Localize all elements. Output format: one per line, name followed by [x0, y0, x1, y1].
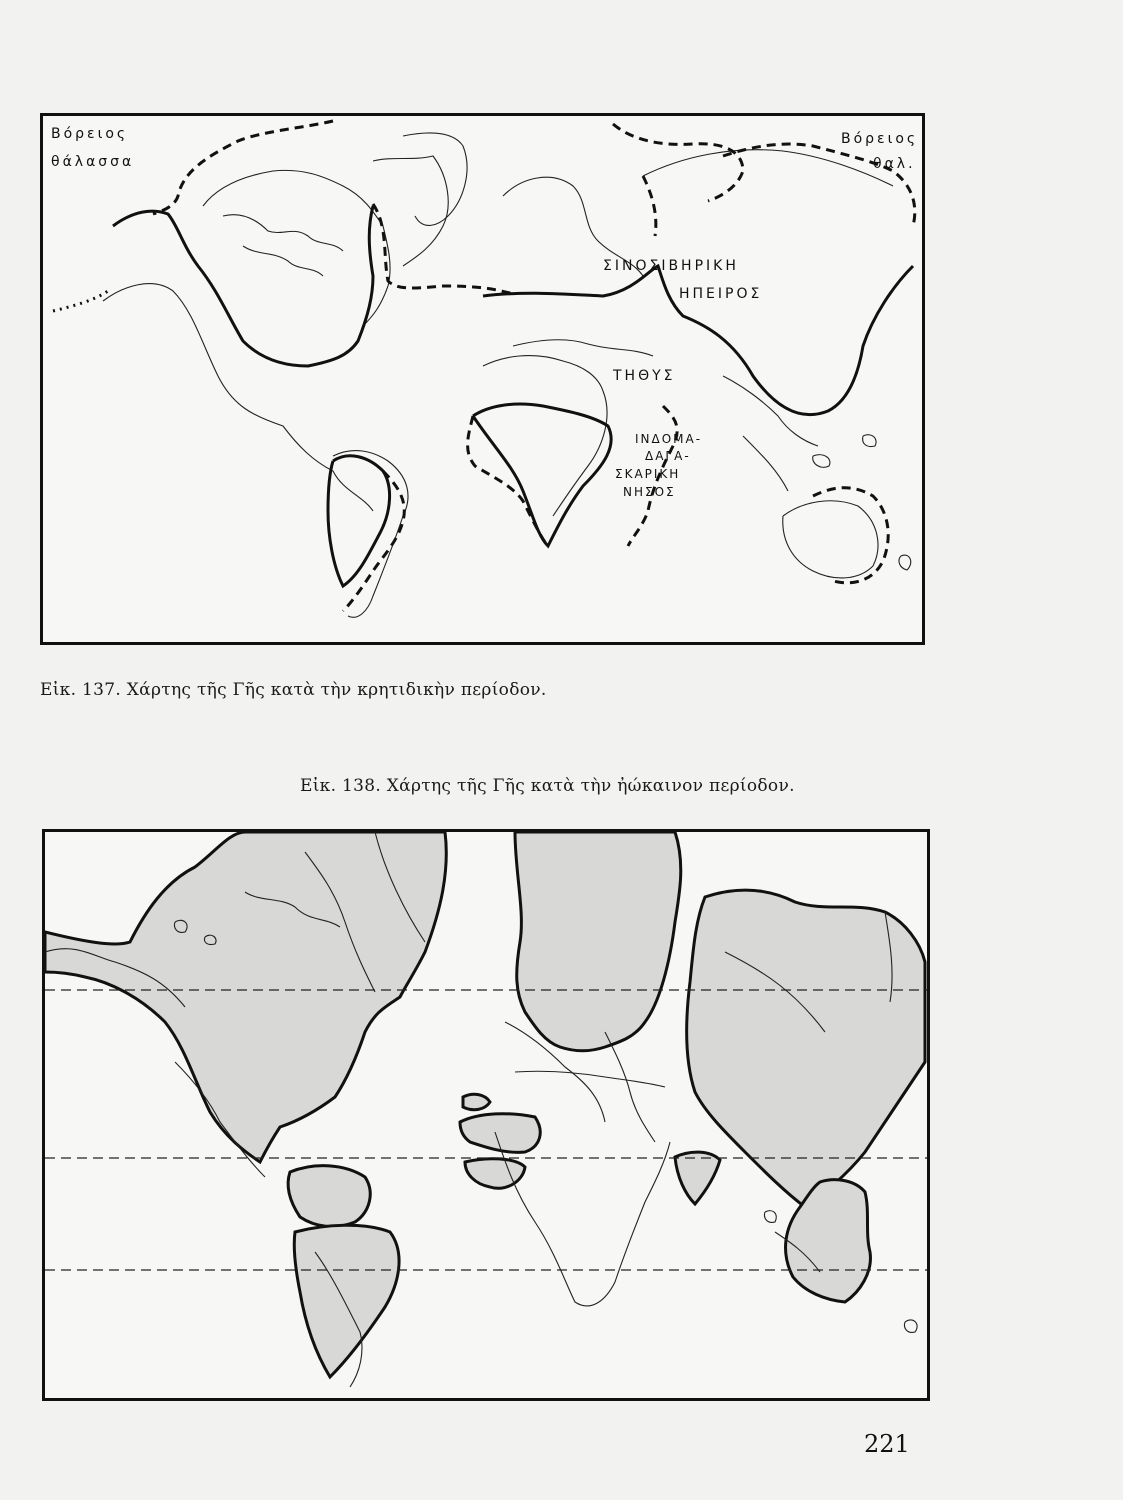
page-number: 221 — [864, 1430, 910, 1458]
label-sinosiberian-1: ΣΙΝΟΣΙΒΗΡΙΚΗ — [603, 258, 739, 274]
cretaceous-continents-solid — [113, 206, 913, 586]
label-indomadagascar-4: ΝΗΣΟΣ — [623, 485, 676, 499]
figure-137-caption: Εἰκ. 137. Χάρτης τῆς Γῆς κατὰ τὴν κρητιδικὴν περίοδον. — [40, 680, 547, 700]
modern-coastlines — [103, 133, 911, 617]
eocene-world-map — [42, 829, 930, 1401]
cretaceous-world-map — [40, 113, 925, 645]
label-north-sea-right-1: Βόρειος — [841, 131, 919, 147]
label-north-sea-left-2: θάλασσα — [51, 154, 135, 170]
eocene-landmasses — [45, 832, 925, 1377]
label-tethys: ΤΗΘΥΣ — [613, 368, 676, 384]
label-indomadagascar-3: ΣΚΑΡΙΚΗ — [615, 467, 681, 481]
label-indomadagascar-2: ΔΑΓΑ- — [645, 449, 691, 463]
figure-138-caption: Εἰκ. 138. Χάρτης τῆς Γῆς κατὰ τὴν ἠώκαινον περίοδον. — [300, 776, 795, 796]
label-north-sea-left-1: Βόρειος — [51, 126, 129, 142]
cretaceous-continents-dashed — [153, 121, 915, 611]
eocene-map-drawing — [45, 832, 927, 1398]
label-sinosiberian-2: ΗΠΕΙΡΟΣ — [679, 286, 763, 302]
cretaceous-map-drawing — [43, 116, 922, 642]
label-indomadagascar-1: ΙΝΔΟΜΑ- — [635, 432, 703, 446]
label-north-sea-right-2: θαλ. — [873, 156, 916, 172]
bering-land-bridge-dotted — [53, 291, 108, 311]
